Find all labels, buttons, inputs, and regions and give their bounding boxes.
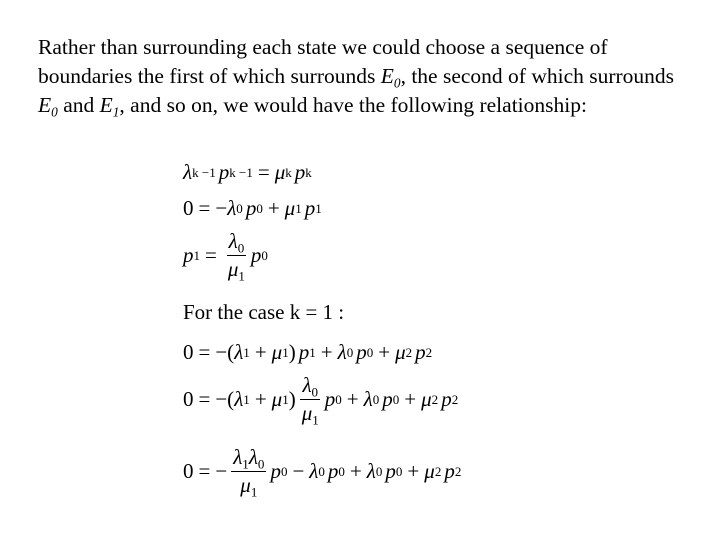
equation-balance: λ k −1 p k −1 = μ k p k: [183, 160, 312, 184]
equation-state1-substituted: 0 = −( λ 1 + μ 1 ) $\frac{\lambda_0}{\mu_1}$ p 0 + λ 0 p 0 + μ 2 p 2: [183, 373, 459, 428]
para-text-1: Rather than surrounding each state we could choose a sequence of boundaries the first of which surrounds: [38, 35, 608, 88]
para-text-3: and: [57, 93, 100, 117]
equation-state1: 0 = −( λ 1 + μ 1 ) p 1 + λ 0 p 0 + μ 2 p 2: [183, 340, 433, 364]
e0-symbol: $E_0$: [380, 64, 401, 91]
e0-symbol-2: $E_0$: [38, 93, 58, 120]
para-text-4: , and so on, we would have the following relationship:: [119, 93, 587, 117]
fraction-lambda1-lambda0-mu1: $\frac{\lambda_1\lambda_0}{\mu_1}$: [233, 445, 265, 500]
e1-symbol: $E_1$: [99, 93, 120, 120]
equation-state1-expanded: 0 = − $\frac{\lambda_1\lambda_0}{\mu_1}$ p 0 − λ 0 p 0 + λ 0 p 0 + μ 2 p 2: [183, 445, 462, 500]
fraction-lambda0-mu1: $\frac{\lambda_0}{\mu_1}$: [227, 229, 245, 284]
equation-p1: p 1 = $\frac{\lambda_0}{\mu_1}$ p 0: [183, 229, 268, 284]
para-text-2: , the second of which surrounds: [400, 64, 675, 88]
fraction-lambda0-mu1-b: $\frac{\lambda_0}{\mu_1}$: [301, 373, 319, 428]
case-label: For the case k = 1 :: [183, 300, 345, 324]
equation-state0: 0 = − λ 0 p 0 + μ 1 p 1: [183, 196, 322, 220]
intro-paragraph: [38, 33, 698, 120]
